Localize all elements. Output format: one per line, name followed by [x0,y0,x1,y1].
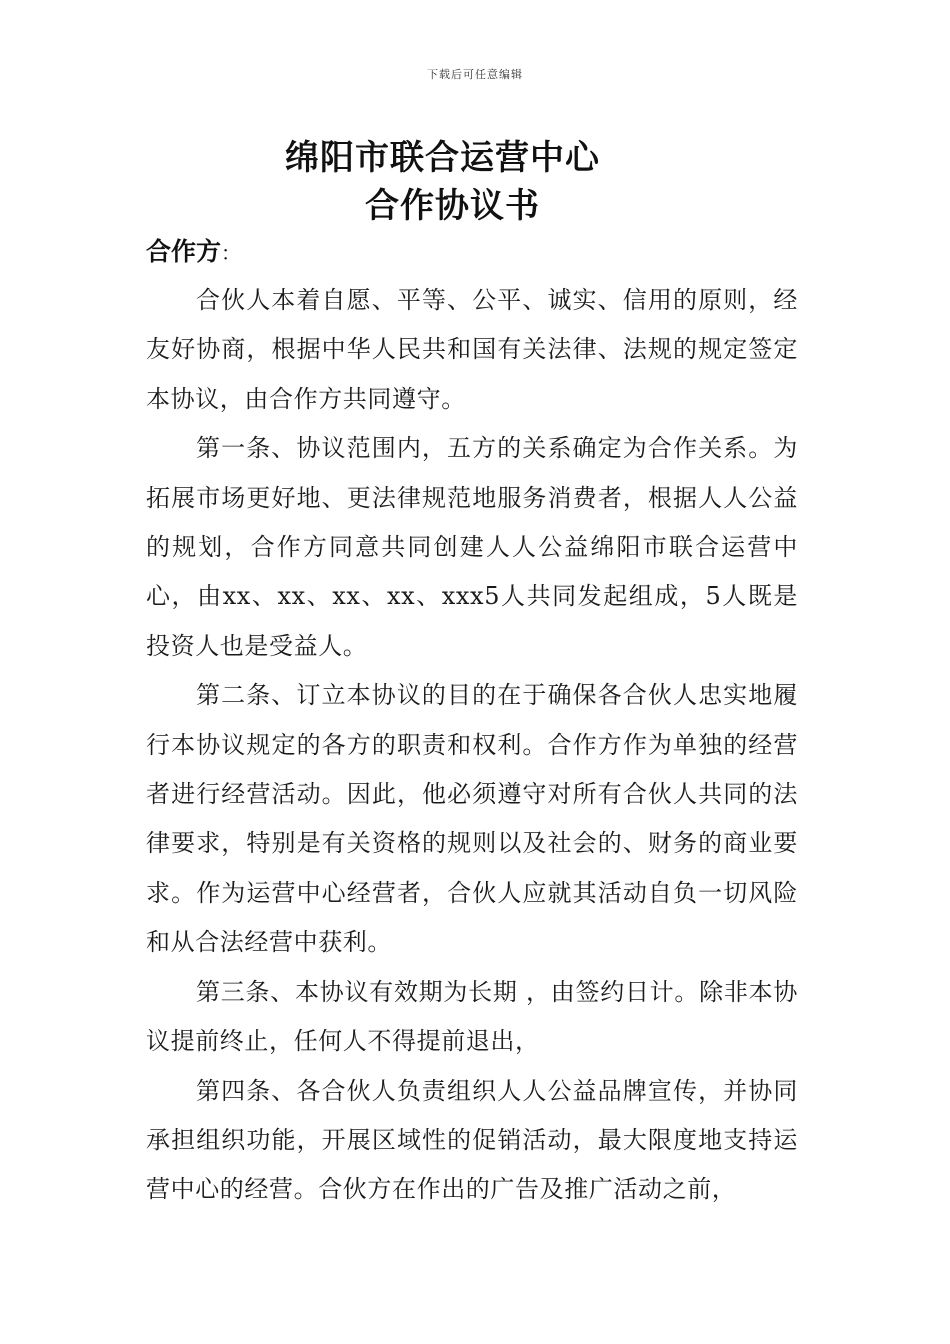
document-title-line-1: 绵阳市联合运营中心 [285,138,600,178]
paragraph-preamble: 合伙人本着自愿、平等、公平、诚实、信用的原则，经友好协商，根据中华人民共和国有关法律、法规的规定签定本协议，由合作方共同遵守。 [146,286,798,413]
paragraph-article-1: 第一条、协议范围内，五方的关系确定为合作关系。为拓展市场更好地、更法律规范地服务消费者，根据人人公益的规划，合作方同意共同创建人人公益绵阳市联合运营中心，由xx、xx、xx、xx、xxx5人共同发起组成，5人既是投资人也是受益人。 [146,434,798,660]
party-label-text: 合作方 [146,237,222,266]
party-label-colon: ： [221,241,242,265]
agreement-body [146,276,798,1215]
paragraph-article-4: 第四条、各合伙人负责组织人人公益品牌宣传，并协同承担组织功能，开展区域性的促销活动，最大限度地支持运营中心的经营。合伙方在作出的广告及推广活动之前， [146,1076,798,1204]
header-note: 下载后可任意编辑 [427,68,523,81]
paragraph-article-3: 第三条、本协议有效期为长期 ，由签约日计。除非本协议提前终止，任何人不得提前退出， [146,977,798,1056]
party-label [146,232,241,268]
document-title-line-2: 合作协议书 [365,186,540,226]
paragraph-article-2: 第二条、订立本协议的目的在于确保各合伙人忠实地履行本协议规定的各方的职责和权利。合作方作为单独的经营者进行经营活动。因此，他必须遵守对所有合伙人共同的法律要求，特别是有关资格的规则以及社会的、财务的商业要求。作为运营中心经营者，合伙人应就其活动自负一切风险和从合法经营中获利。 [146,681,798,957]
